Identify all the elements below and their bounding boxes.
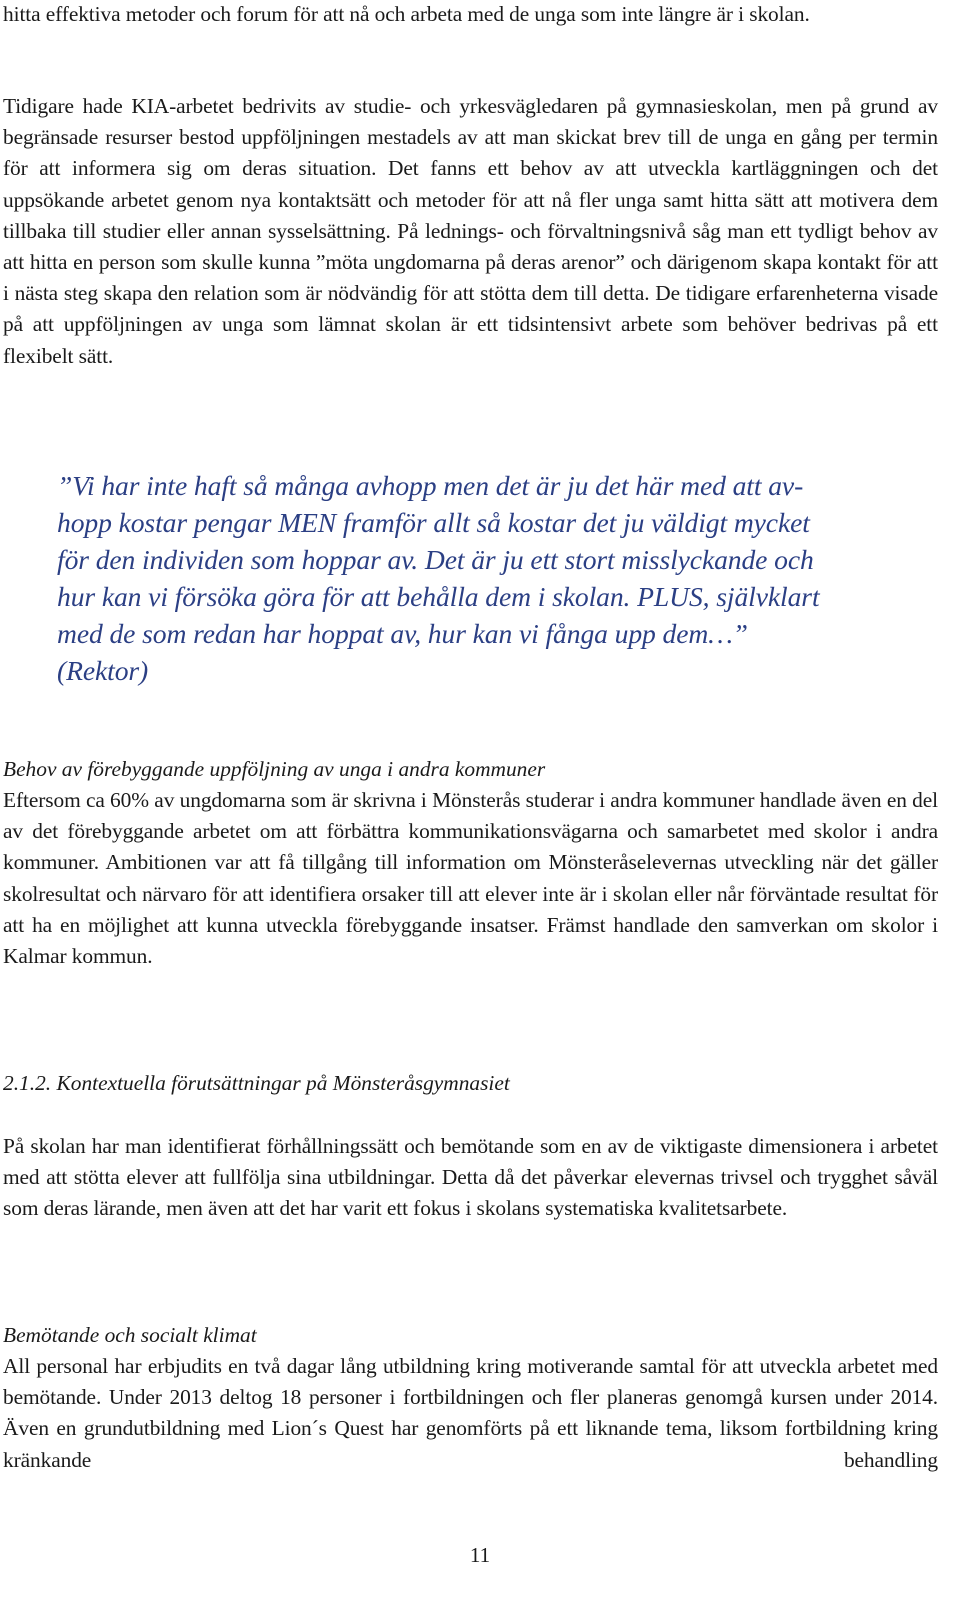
page-number: 11: [469, 1543, 491, 1567]
heading-social-climate: Bemötande och socialt klimat: [3, 1323, 257, 1347]
paragraph-intro-continuation: hitta effektiva metoder och forum för att nå och arbeta med de unga som inte längre är i skolan.: [3, 2, 810, 26]
paragraph-school-approach: På skolan har man identifierat förhållningssätt och bemötande som en av de viktigaste dimensionera i arbetet med att stötta elever att fullfölja sina utbildningar. Detta då det påverkar elevernas trivsel och trygghet såväl som deras lärande, men även att det har varit ett fokus i skolans systematiska kvalitetsarbete.: [3, 1134, 938, 1221]
paragraph-staff-training: All personal har erbjudits en två dagar lång utbildning kring motiverande samtal för att utveckla arbetet med bemötande. Under 2013 deltog 18 personer i fortbildningen och fler planeras genomgå kursen under 2014. Även en grundutbildning med Lion´s Quest har genomförts på ett liknande tema, liksom fortbildning kring kränkande behandling: [3, 1354, 938, 1472]
heading-section-2-1-2: 2.1.2. Kontextuella förutsättningar på Mönsteråsgymnasiet: [3, 1071, 510, 1095]
paragraph-kia-background: Tidigare hade KIA-arbetet bedrivits av studie- och yrkesvägledaren på gymnasieskolan, men på grund av begränsade resurser bestod uppföljningen mestadels av att man skickat brev till de unga en gång per termin för att informera sig om deras situation. Det fanns ett behov av att utveckla kartläggningen och det uppsökande arbetet genom nya kontaktsätt och metoder för att nå fler unga samt hitta sätt att motivera dem tillbaka till studier eller annan sysselsättning. På lednings- och förvaltningsnivå såg man ett tydligt behov av att hitta en person som skulle kunna ”möta ungdomarna på deras arenor” och därigenom skapa kontakt för att i nästa steg skapa den relation som är nödvändig för att stötta dem till detta. De tidigare erfarenheterna visade på att uppföljningen av unga som lämnat skolan är ett tidsintensivt arbete som behöver bedrivas på ett flexibelt sätt.: [3, 94, 938, 368]
quote-rektor: ”Vi har inte haft så många avhopp men det är ju det här med att av- hopp kostar pengar MEN framför allt så kostar det ju väldigt mycket för den individen som hoppar av. Det är ju ett stort misslyckande och hur kan vi försöka göra för att behålla dem i skolan. PLUS, självklart med de som redan har hoppat av, hur kan vi fånga upp dem…” (Rektor): [57, 470, 820, 686]
paragraph-other-municipalities: Eftersom ca 60% av ungdomarna som är skrivna i Mönsterås studerar i andra kommuner handlade även en del av det förebyggande arbetet om att förbättra kommunikationsvägarna och samarbetet med skolor i andra kommuner. Ambitionen var att få tillgång till information om Mönsteråselevernas utveckling när det gäller skolresultat och närvaro för att identifiera orsaker till att elever inte är i skolan eller når förväntade resultat för att ha en möjlighet att kunna utveckla förebyggande insatser. Främst handlade den samverkan om skolor i Kalmar kommun.: [3, 788, 938, 969]
heading-preventive-followup: Behov av förebyggande uppföljning av unga i andra kommuner: [3, 757, 546, 781]
